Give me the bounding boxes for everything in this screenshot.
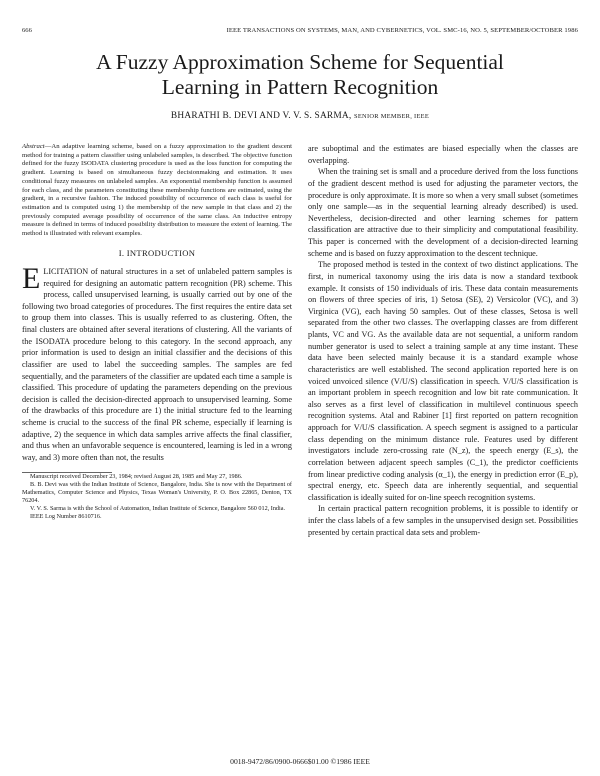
right-paragraph-2: When the training set is small and a procedure derived from the loss functions of the gradient descent method is used for adjusting the parameter vectors, the procedure is only approximate. It is more so when a very small subset (sometimes only one sample—as in the sequential learning already described) is used. Nevertheless, decision-directed and other learning schemes for pattern classification are attractive due to their simplicity and computational feasibility. This paper is concerned with the development of a decision-directed learning scheme and is based on fuzzy approximation to the descent technique.: [308, 167, 578, 258]
left-column: [22, 143, 292, 521]
title-line-2: Learning in Pattern Recognition: [161, 75, 439, 99]
abstract-text: —An adaptive learning scheme, based on a fuzzy approximation to the gradient descent method for training a pattern classifier using unlabeled samples, is described. The objective function defined for the fuzzy ISODATA clustering procedure is used as the loss function for computing the gradient. Learning is based on simultaneous fuzzy decisionmaking and estimation. It uses conditional fuzzy measures on unlabeled samples. An exponential membership function is assumed for each class, and the parameters constituting these membership functions are estimated, using the gradient, in a recursive fashion. The induced possibility of occurrence of each class is useful for estimation and is computed using 1) the membership of the new sample in that class and 2) the previously computed average possibility of occurrence of the same class. An inductive entropy measure is defined in terms of induced possibility distribution to measure the extent of learning. The method is illustrated with relevant examples.: [22, 143, 292, 238]
footnote-author-2: V. V. S. Sarma is with the School of Automation, Indian Institute of Science, Bangalore 560 012, India.: [30, 505, 286, 513]
journal-name: IEEE TRANSACTIONS ON SYSTEMS, MAN, AND CYBERNETICS, VOL. SMC-16, NO. 5, SEPTEMBER/OCTOBER 1986: [226, 27, 578, 34]
title-line-1: A Fuzzy Approximation Scheme for Sequential: [96, 50, 504, 74]
author-names: BHARATHI B. DEVI AND V. V. S. SARMA,: [170, 111, 352, 121]
running-header: [22, 27, 578, 39]
footnote-received: Manuscript received December 23, 1984; revised August 28, 1985 and May 27, 1986.: [30, 472, 243, 480]
right-paragraph-4: In certain practical pattern recognition problems, it is possible to identify or infer the class labels of a few samples in the unsupervised design set. Possibilities presented by certain practical data sets and problem-: [308, 504, 578, 537]
section-heading-introduction: I. INTRODUCTION: [118, 247, 196, 258]
intro-paragraph-1-text: LICITATION of natural structures in a set of unlabeled pattern samples is required for designing an automatic pattern recognition (PR) scheme. This process, called unsupervised learning, is usually carried out by one of the following two broad categories of procedures. The first requires the entire data set to group them into classes. This is usually referred to as clustering. Often, the final clusters are obtained after several iterations of clustering. All the variants of the ISODATA procedure belong to this category. In the second approach, any prior information is used to design an initial classifier and the decisions of this classifier are used to label the succeeding samples. The samples are fed sequentially, and the parameters of the classifier are updated each time a sample is classified. This procedure of updating the parameters depending on the previous decision is called the decision-directed approach to unsupervised learning. Some of the drawbacks of this procedure are 1) the initial structure fed to the learning scheme is crucial to the success of the final PR scheme, especially if learning is adaptive, 2) the sequence in which data samples arrive affects the final classifier, and thus when an unfavorable sequence is encountered, learning is led in a wrong way, and 3) more often than not, the results: [22, 266, 292, 462]
right-paragraph-3: The proposed method is tested in the context of two distinct applications. The first, in numerical taxonomy using the iris data is now a standard textbook example. It consists of 150 individuals of iris. These data contain measurements on flowers of three species of iris, 1) Setosa (SE), 2) Versicolor (VC), and 3) Virginica (VG), each having 50 samples. Out of these classes, Setosa is well separated from the other two classes. The overlapping classes are from different plants, VC and VG. As the available data are not sequential, a uniform random number generator is used to select a training sample at any time instant. These data have been selected mainly because it is a standard example whose characteristics are well established. The second application reported here is on voiced unvoiced silence (V/U/S) classification in speech. V/U/S classification is an important problem in speech recognition and low bit rate communication. It also serves as a first level of classification in multilevel continuous speech recognition systems. Atal and Rabiner [1] first reported on pattern recognition approach for V/U/S classification. A speech segment is assigned to a particular class depending on the minimum distance rule. Features used by different investigators include zero-crossing rate (N_z), the speech energy (E_s), the correlation between adjacent speech samples (C_1), the predictor coefficients from linear predictive coding analysis (α_1), the energy in prediction error (E_p), spectral energy, etc. Speech data are inherently sequential, and sequential classification is ideally suited for on-line speech recognition systems.: [308, 260, 578, 502]
copyright-footer: 0018-9472/86/0900-0666$01.00 ©1986 IEEE: [230, 757, 370, 766]
right-paragraph-continued: are suboptimal and the estimates are biased especially when the classes are overlapping.: [308, 144, 578, 165]
paper-title: [30, 50, 570, 100]
footnote-log-number: IEEE Log Number 8610716.: [30, 513, 102, 521]
footnote-author-1: B. B. Devi was with the Indian Institute of Science, Bangalore, India. She is now with the Department of Mathematics, Computer Science and Physics, Texas Woman's University, P. O. Box 22865, Denton, TX 76204.: [22, 480, 292, 504]
author-membership: SENIOR MEMBER, IEEE: [353, 113, 430, 120]
author-line: [30, 111, 570, 121]
abstract: [22, 143, 292, 239]
page-number: 666: [22, 27, 32, 34]
drop-cap: E: [22, 261, 41, 295]
intro-paragraph-1: [22, 261, 292, 464]
right-column: [308, 143, 578, 538]
abstract-label: Abstract: [22, 143, 45, 150]
